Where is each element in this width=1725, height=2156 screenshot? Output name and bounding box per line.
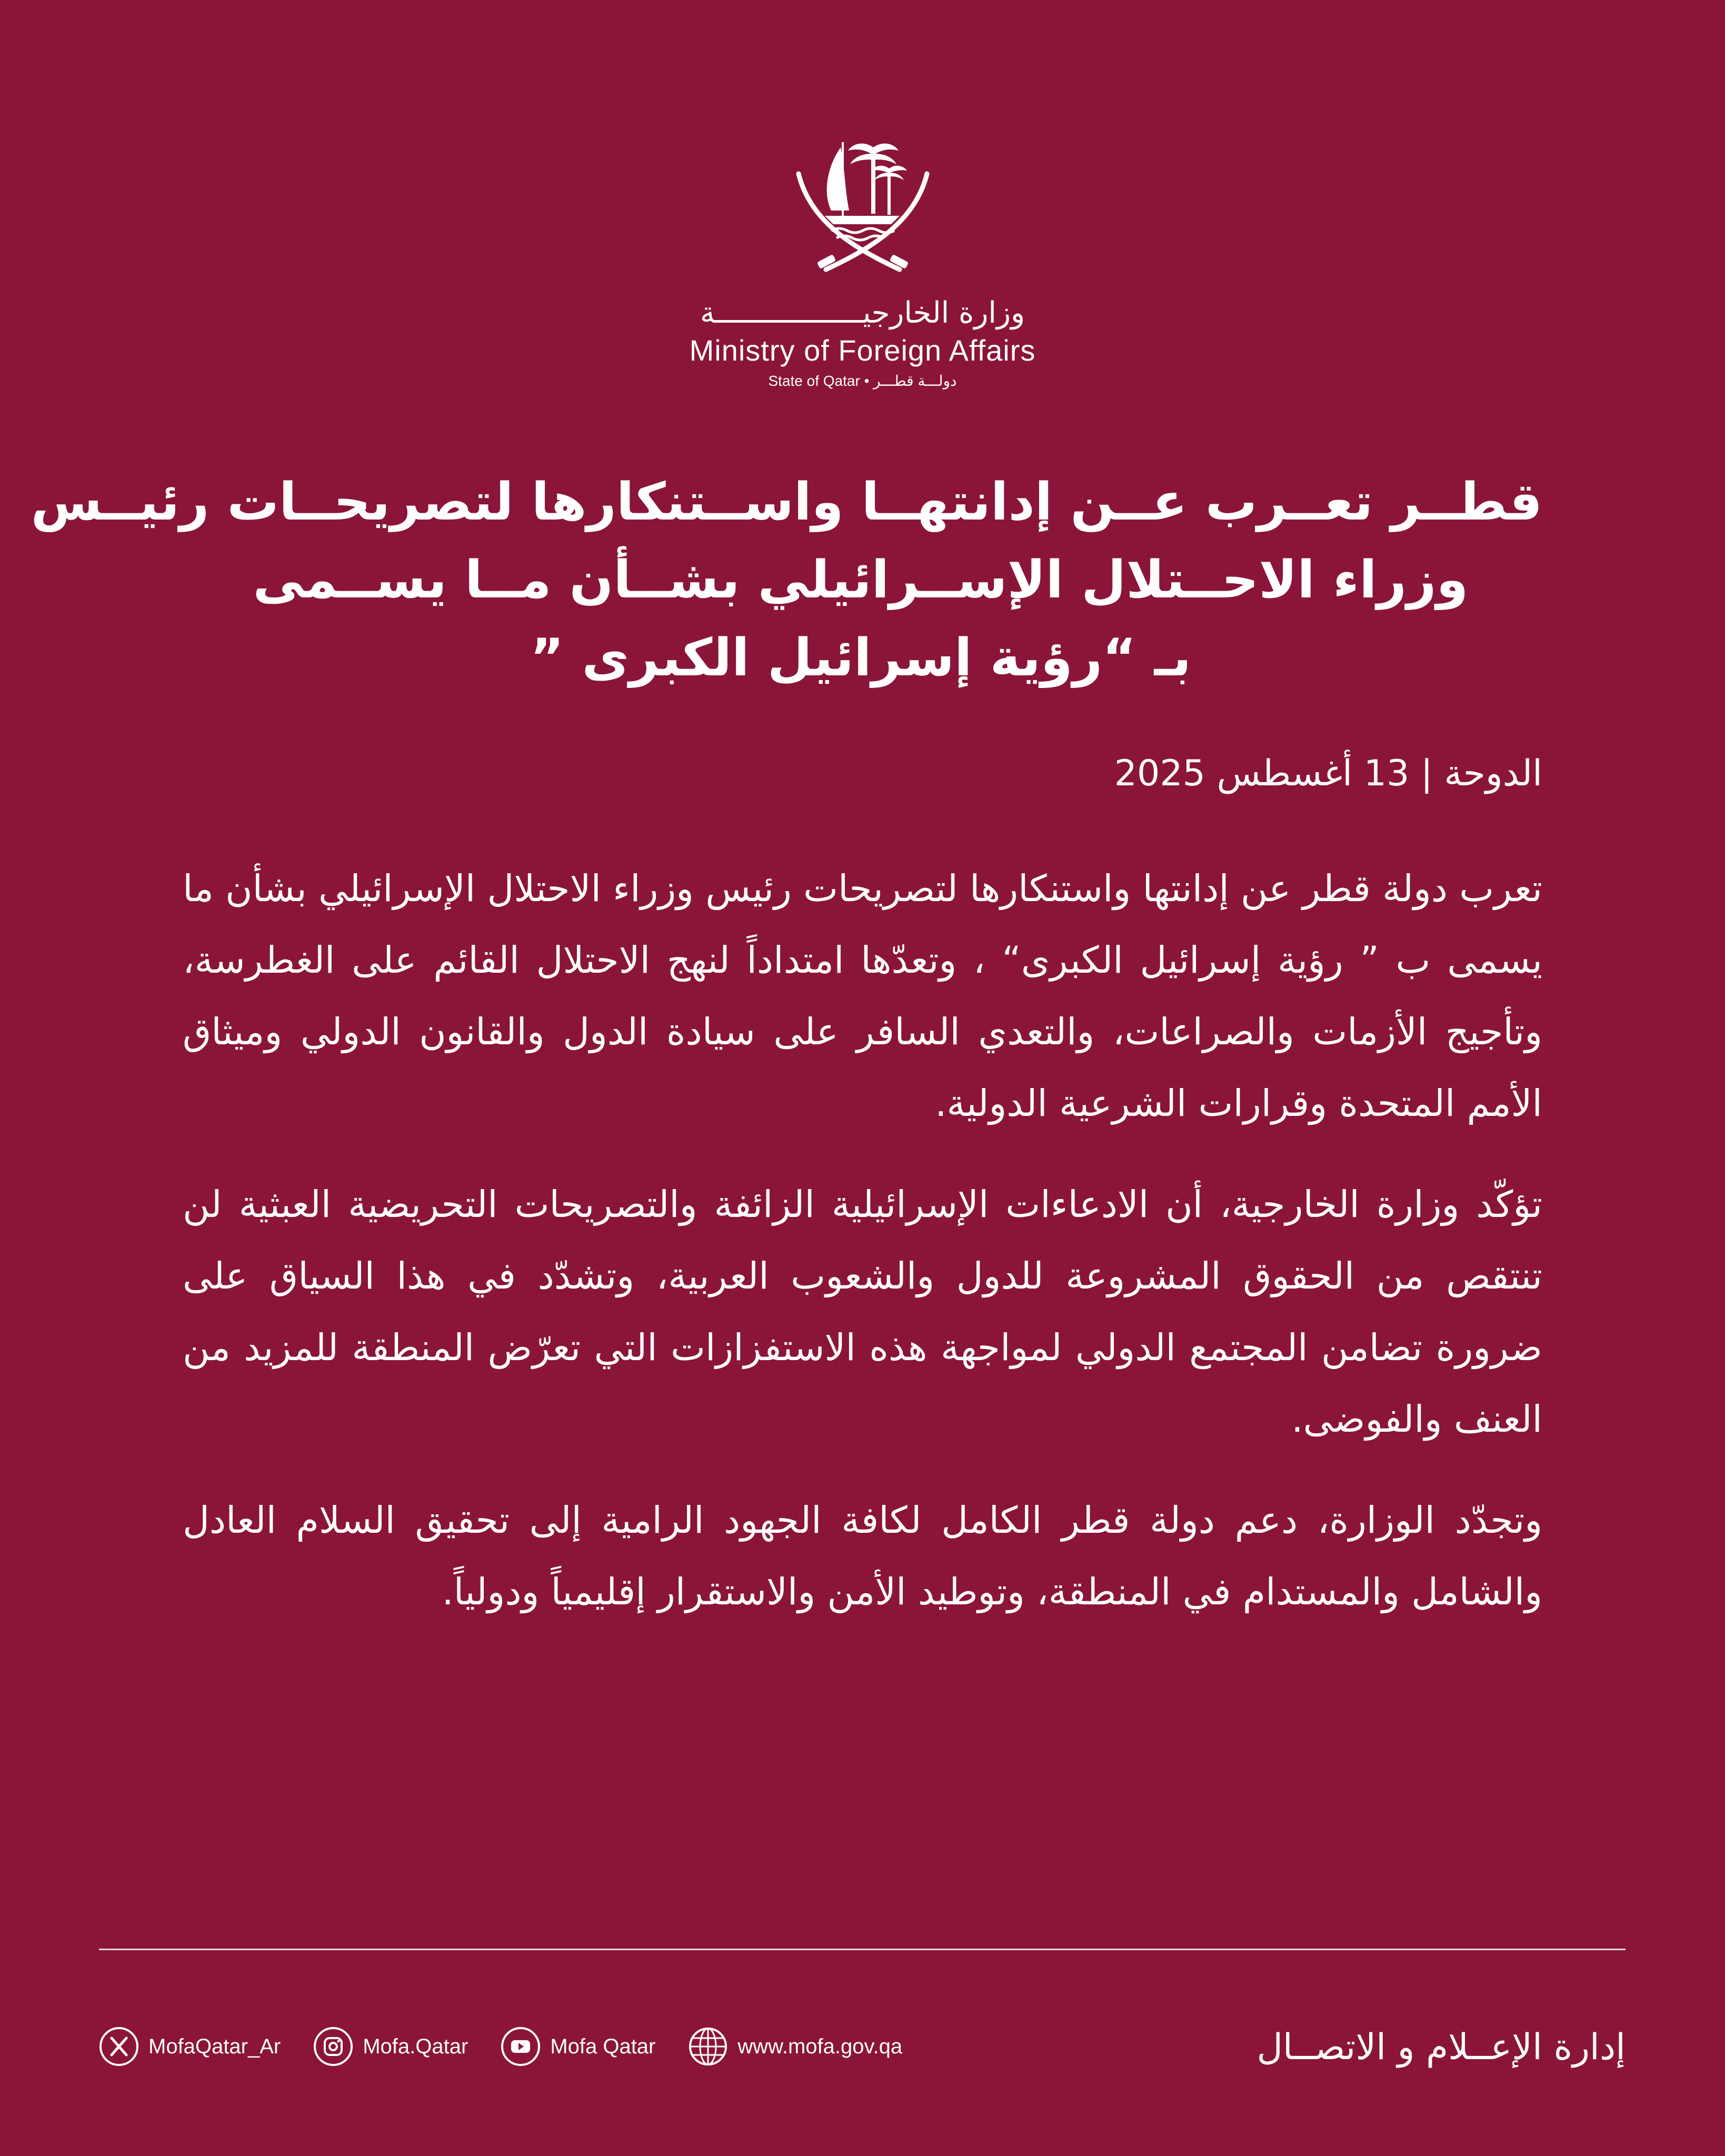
ministry-name-english: Ministry of Foreign Affairs xyxy=(689,334,1036,367)
social-handle: Mofa.Qatar xyxy=(363,2034,468,2058)
social-link-website[interactable] xyxy=(688,2027,902,2067)
press-release-body xyxy=(183,853,1542,1657)
body-paragraph: تؤكّد وزارة الخارجية، أن الادعاءات الإسرائيلية الزائفة والتصريحات التحريضية العبثية لن تنتقص من الحقوق المشروعة للدول والشعوب العربية، وتشدّد في هذا السياق على ضرورة تضامن المجتمع الدولي لمواجهة هذه الاستفزازات التي تعرّض المنطقة للمزيد من العنف والفوضى. xyxy=(183,1183,1542,1441)
x-icon xyxy=(99,2027,139,2067)
youtube-icon xyxy=(501,2027,541,2067)
social-handle: MofaQatar_Ar xyxy=(148,2034,281,2058)
ministry-header xyxy=(0,132,1725,393)
title-line: بـ “رؤية إسرائيل الكبرى ” xyxy=(530,628,1192,688)
website-url: www.mofa.gov.qa xyxy=(737,2034,903,2058)
social-link-youtube[interactable] xyxy=(501,2027,655,2067)
social-handle: Mofa Qatar xyxy=(550,2034,656,2058)
body-paragraph: وتجدّد الوزارة، دعم دولة قطر الكامل لكافة الجهود الرامية إلى تحقيق السلام العادل والشامل والمستدام في المنطقة، وتوطيد الأمن والاستقرار إقليمياً ودولياً. xyxy=(183,1499,1542,1613)
globe-icon xyxy=(688,2027,728,2067)
instagram-icon xyxy=(313,2027,353,2067)
footer xyxy=(99,2021,1626,2074)
footer-divider xyxy=(99,1949,1626,1950)
social-link-x[interactable] xyxy=(99,2027,281,2067)
body-paragraph: تعرب دولة قطر عن إدانتها واستنكارها لتصريحات رئيس وزراء الاحتلال الإسرائيلي بشأن ما يسمى ب ” رؤية إسرائيل الكبرى“ ، وتعدّها امتداداً لنهج الاحتلال القائم على الغطرسة، وتأجيج الأزمات والصراعات، والتعدي السافر على سيادة الدول والقانون الدولي وميثاق الأمم المتحدة وقرارات الشرعية الدولية. xyxy=(183,867,1542,1125)
department-name: إدارة الإعــلام و الاتصــال xyxy=(1257,2027,1626,2068)
press-release-title xyxy=(31,463,1542,697)
state-of-qatar-line: State of Qatar • دولـــة قطـــر xyxy=(768,373,957,389)
title-line: وزراء الاحــتلال الإســرائيلي بشــأن مــا يســمى xyxy=(253,550,1469,610)
qatar-emblem-icon xyxy=(794,132,931,274)
dateline: الدوحة | 13 أغسطس 2025 xyxy=(1114,753,1542,794)
social-links xyxy=(99,2027,902,2067)
ministry-name-arabic: وزارة الخارجيـــــــــــــــــة xyxy=(700,296,1025,330)
title-line: قطــر تعــرب عــن إدانتهــا واســتنكارها لتصريحــات رئيــس xyxy=(31,472,1542,532)
social-link-instagram[interactable] xyxy=(313,2027,468,2067)
